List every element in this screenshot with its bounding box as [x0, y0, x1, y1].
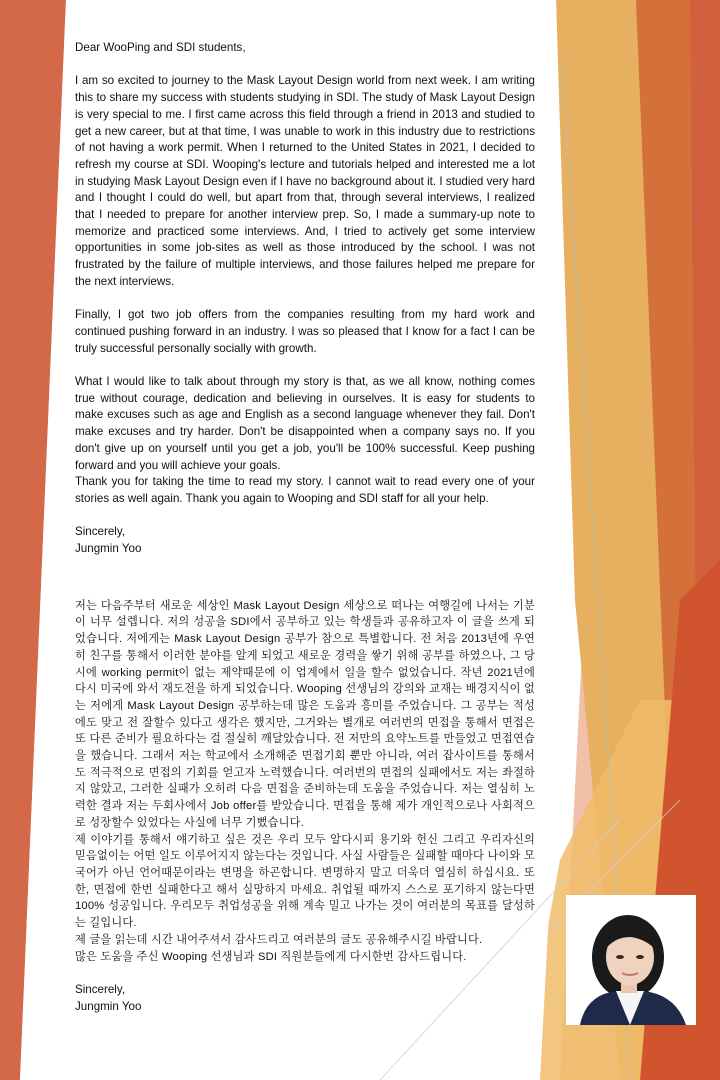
- signature: Jungmin Yoo: [75, 542, 142, 556]
- person-portrait-icon: [566, 895, 696, 1025]
- english-paragraph-1: I am so excited to journey to the Mask Layout Design world from next week. I am writing this to share my success with students studying in SDI. The study of Mask Layout Design is very special to me. I first came across this field through a friend in 2013 and studied to get a new career, but at that time, I was unable to work in this industry due to restrictions of not having a work permit. When I returned to the United States in 2021, I decided to refresh my course at SDI. Wooping's lecture and tutorials helped and interested me a lot in studying Mask Layout Design even if I have no background about it. I studied very hard and I thought I could do well, but apart from that, through several interviews, I realized that I needed to prepare for another interview prep. So, I made a summary-up note to memorize and practiced some interviews. And, I tried to actively get some interview opportunities in some job-sites as well as those introduced by the school. I was not frustrated by the failure of multiple interviews, and those failures helped me prepare for the next interviews.: [75, 74, 535, 288]
- letter-document: [75, 40, 535, 1015]
- salutation: Dear WooPing and SDI students,: [75, 41, 246, 54]
- author-photo: [566, 895, 696, 1025]
- korean-paragraph-3: 제 글을 읽는데 시간 내어주셔서 감사드리고 여러분의 글도 공유해주시길 바랍니다.: [75, 933, 483, 946]
- korean-paragraph-4: 많은 도움을 주신 Wooping 선생님과 SDI 직원분들에게 다시한번 감사드립니다.: [75, 950, 467, 963]
- korean-signature: Jungmin Yoo: [75, 999, 142, 1013]
- closing: Sincerely,: [75, 525, 126, 539]
- korean-paragraph-1: 저는 다음주부터 새로운 세상인 Mask Layout Design 세상으로 떠나는 여행길에 나서는 기분이 너무 설렙니다. 저의 성공을 SDI에서 공부하고 있는 학생들과 공유하고자 이 글을 쓰게 되었습니다. 저에게는 Mask Layout Design 공부가 참으로 특별합니다. 전 처음 2013년에 우연히 친구를 통해서 이러한 분야를 알게 되었고 새로운 경력을 쌓기 위해 공부를 하였으나, 그 당시에 working permit이 없는 제약때문에 이 업계에서 일을 할수 없었습니다. 작년 2021년에 다시 미국에 와서 재도전을 하게 되었습니다. Wooping 선생님의 강의와 교재는 배경지식이 없는 저에게 Mask Layout Design 공부하는데 많은 도움과 흥미를 주었습니다. 그 공부는 적성에도 맞고 전 잘할수 있다고 생각은 했지만, 그거와는 별개로 여러번의 면접을 통해서 면접은 또 다른 준비가 필요하다는 걸 절실히 깨달았습니다. 전 저만의 요약노트를 만들었고 면접연습을 했습니다. 그래서 저는 학교에서 소개해준 면접기회 뿐만 아니라, 여러 잡사이트를 통해서도 적극적으로 면접의 기회를 얻고자 노력했습니다. 여러번의 면접의 실패에서도 저는 좌절하지 않았고, 그러한 실패가 오히려 다음 면접을 준비하는데 도움을 주었습니다. 저는 열심히 노력한 결과 저는 두회사에서 Job offer를 받았습니다. 면접을 통해 제가 개인적으로나 사회적으로 성장할수 있었다는 사실에 너무 기뻤습니다.: [75, 599, 535, 829]
- korean-closing: Sincerely,: [75, 982, 126, 996]
- korean-paragraph-2: 제 이야기를 통해서 얘기하고 싶은 것은 우리 모두 알다시피 용기와 헌신 그리고 우리자신의 믿음없이는 어떤 일도 이루어지지 않는다는 것입니다. 사실 사람들은 실패할 때마다 나이와 모국어가 아닌 언어때문이라는 변명을 하곤합니다. 변명하지 말고 더욱더 열심히 하십시요. 또한, 면접에 한번 실패한다고 해서 실망하지 마세요. 취업될 때까지 스스로 포기하지 않는다면 100% 성공입니다. 우리모두 취업성공을 위해 계속 밀고 나가는 것이 여러분의 목표를 달성하는 길입니다.: [75, 833, 535, 930]
- english-paragraph-3: What I would like to talk about through my story is that, as we all know, nothing comes true without courage, dedication and believing in ourselves. It is easy for students to make excuses such as age and English as a second language whenever they fail. Don't make excuses and try harder. Don't be disappointed when a company says no. If you don't give up on yourself until you get a job, you'll be 100% successful. Keep pushing forward and you will achieve your goals.: [75, 375, 535, 472]
- english-paragraph-4: Thank you for taking the time to read my story. I cannot wait to read every one of your stories as well again. Thank you again to Wooping and SDI staff for all your help.: [75, 475, 535, 505]
- english-paragraph-2: Finally, I got two job offers from the companies resulting from my hard work and continued pushing forward in an industry. I was so pleased that I know for a fact I can be truly successful personally socially with growth.: [75, 308, 535, 355]
